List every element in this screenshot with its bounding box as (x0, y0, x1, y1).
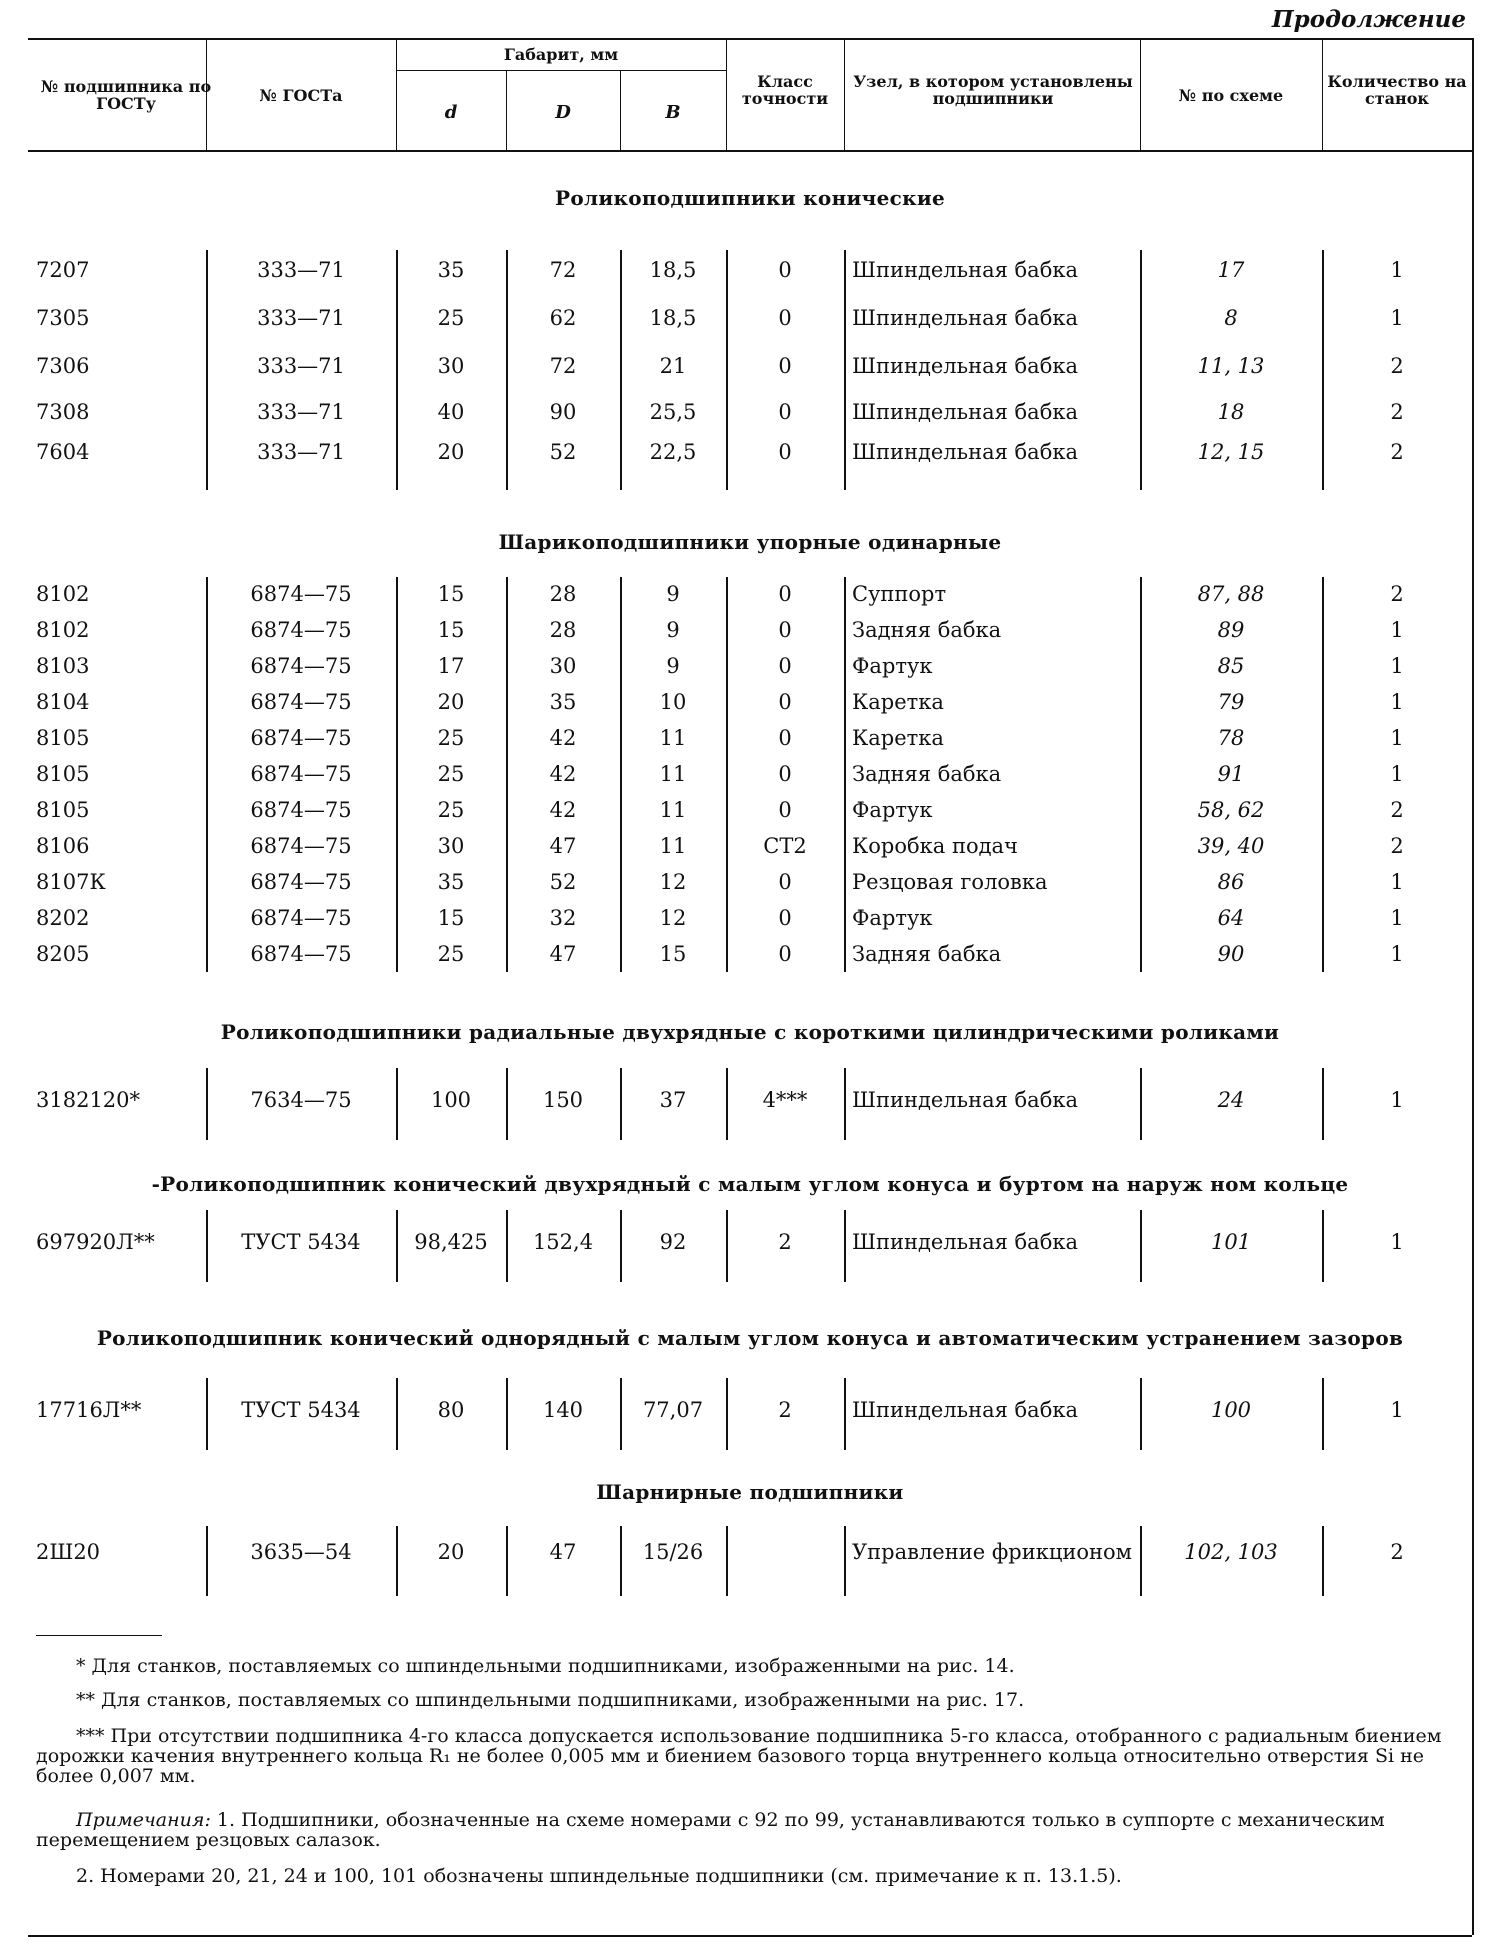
cell-assembly: Шпиндельная бабка (852, 1398, 1078, 1422)
header-d: d (444, 101, 458, 123)
cell-assembly: Задняя бабка (852, 762, 1002, 786)
cell-assembly: Резцовая головка (852, 870, 1048, 894)
note-1-text: 1. Подшипники, обозначенные на схеме номерами с 92 по 99, устанавливаются только в суппорте с механическим перемещением резцовых салазок. (36, 1809, 1385, 1851)
cell-gost: 7634—75 (250, 1088, 352, 1112)
cell-D: 42 (549, 798, 577, 822)
table-right-rule (1472, 38, 1474, 1935)
cell-B: 18,5 (649, 306, 697, 330)
cell-d: 25 (437, 726, 465, 750)
cell-accuracy: 0 (778, 618, 792, 642)
cell-D: 150 (542, 1088, 584, 1112)
cell-bearing-no: 3182120* (36, 1088, 141, 1112)
cell-assembly: Шпиндельная бабка (852, 354, 1078, 378)
cell-assembly: Суппорт (852, 582, 947, 606)
column-divider (844, 577, 846, 972)
cell-assembly: Шпиндельная бабка (852, 258, 1078, 282)
cell-assembly: Управление фрикционом (852, 1540, 1132, 1564)
cell-gost: ТУСТ 5434 (241, 1230, 361, 1254)
cell-B: 18,5 (649, 258, 697, 282)
cell-D: 72 (549, 258, 577, 282)
note-2: 2. Номерами 20, 21, 24 и 100, 101 обозначены шпиндельные подшипники (см. примечание к п. 13.1.5). (76, 1865, 1122, 1887)
cell-bearing-no: 8105 (36, 726, 90, 750)
cell-gost: 333—71 (257, 400, 345, 424)
cell-gost: 6874—75 (250, 942, 352, 966)
header-bearing-no: № подшипника по ГОСТу (40, 77, 212, 113)
cell-bearing-no: 8107К (36, 870, 106, 894)
cell-d: 25 (437, 942, 465, 966)
cell-accuracy: 0 (778, 258, 792, 282)
cell-D: 42 (549, 726, 577, 750)
cell-d: 40 (437, 400, 465, 424)
cell-qty: 2 (1390, 1540, 1404, 1564)
cell-qty: 2 (1390, 400, 1404, 424)
header-gost-no: № ГОСТа (259, 85, 343, 105)
footnote-rule (36, 1635, 162, 1636)
header-bottom-rule (28, 150, 1472, 152)
cell-qty: 1 (1390, 942, 1404, 966)
cell-assembly: Шпиндельная бабка (852, 400, 1078, 424)
cell-d: 17 (437, 654, 465, 678)
header-assembly: Узел, в котором установлены подшипники (853, 72, 1133, 108)
cell-scheme-no: 12, 15 (1197, 440, 1265, 464)
cell-scheme-no: 102, 103 (1184, 1540, 1278, 1564)
cell-B: 9 (666, 654, 680, 678)
cell-qty: 1 (1390, 726, 1404, 750)
cell-accuracy: 0 (778, 870, 792, 894)
cell-d: 25 (437, 798, 465, 822)
cell-scheme-no: 90 (1217, 942, 1245, 966)
cell-scheme-no: 58, 62 (1197, 798, 1265, 822)
cell-B: 37 (659, 1088, 687, 1112)
cell-scheme-no: 64 (1217, 906, 1245, 930)
cell-qty: 1 (1390, 1230, 1404, 1254)
cell-bearing-no: 7305 (36, 306, 90, 330)
header-accuracy: Класс точности (741, 72, 829, 108)
cell-B: 9 (666, 582, 680, 606)
cell-d: 100 (430, 1088, 472, 1112)
cell-assembly: Шпиндельная бабка (852, 1088, 1078, 1112)
cell-assembly: Шпиндельная бабка (852, 1230, 1078, 1254)
cell-gost: 6874—75 (250, 726, 352, 750)
cell-scheme-no: 89 (1217, 618, 1245, 642)
column-divider (844, 1378, 846, 1450)
cell-accuracy: 0 (778, 354, 792, 378)
section-title: Шарикоподшипники упорные одинарные (498, 530, 1002, 554)
cell-accuracy: 0 (778, 440, 792, 464)
column-divider (844, 250, 846, 490)
cell-scheme-no: 39, 40 (1197, 834, 1265, 858)
cell-bearing-no: 8105 (36, 798, 90, 822)
cell-B: 22,5 (649, 440, 697, 464)
cell-bearing-no: 8105 (36, 762, 90, 786)
cell-scheme-no: 79 (1217, 690, 1245, 714)
cell-scheme-no: 87, 88 (1197, 582, 1265, 606)
cell-d: 15 (437, 618, 465, 642)
cell-accuracy: 0 (778, 798, 792, 822)
cell-scheme-no: 17 (1217, 258, 1245, 282)
cell-assembly: Шпиндельная бабка (852, 440, 1078, 464)
cell-gost: 6874—75 (250, 582, 352, 606)
cell-accuracy: 0 (778, 906, 792, 930)
cell-d: 25 (437, 762, 465, 786)
cell-scheme-no: 11, 13 (1197, 354, 1265, 378)
cell-B: 10 (659, 690, 687, 714)
cell-scheme-no: 101 (1210, 1230, 1252, 1254)
cell-assembly: Каретка (852, 690, 944, 714)
cell-D: 90 (549, 400, 577, 424)
cell-scheme-no: 78 (1217, 726, 1245, 750)
column-divider (844, 1526, 846, 1596)
cell-bearing-no: 7207 (36, 258, 90, 282)
cell-gost: 6874—75 (250, 906, 352, 930)
cell-d: 15 (437, 906, 465, 930)
cell-qty: 2 (1390, 798, 1404, 822)
cell-accuracy: 0 (778, 400, 792, 424)
cell-gost: 6874—75 (250, 834, 352, 858)
table-top-rule (28, 38, 1472, 40)
cell-accuracy: СТ2 (763, 834, 807, 858)
cell-D: 28 (549, 582, 577, 606)
cell-B: 11 (659, 834, 687, 858)
cell-accuracy: 4*** (762, 1088, 808, 1112)
footnote-2: ** Для станков, поставляемых со шпиндельными подшипниками, изображенными на рис. 17. (76, 1689, 1025, 1711)
cell-accuracy: 2 (778, 1398, 792, 1422)
cell-qty: 1 (1390, 258, 1404, 282)
cell-qty: 1 (1390, 870, 1404, 894)
header-gabarit: Габарит, мм (503, 44, 619, 64)
cell-d: 35 (437, 258, 465, 282)
cell-scheme-no: 8 (1224, 306, 1238, 330)
notes-label: Примечания: (76, 1809, 211, 1831)
cell-d: 20 (437, 440, 465, 464)
cell-gost: 6874—75 (250, 762, 352, 786)
cell-B: 11 (659, 798, 687, 822)
cell-B: 11 (659, 726, 687, 750)
cell-bearing-no: 2Ш20 (36, 1540, 101, 1564)
cell-qty: 1 (1390, 654, 1404, 678)
cell-qty: 1 (1390, 762, 1404, 786)
cell-assembly: Фартук (852, 654, 933, 678)
cell-d: 20 (437, 690, 465, 714)
cell-bearing-no: 8205 (36, 942, 90, 966)
cell-B: 25,5 (649, 400, 697, 424)
cell-accuracy: 0 (778, 726, 792, 750)
cell-D: 52 (549, 440, 577, 464)
cell-bearing-no: 8202 (36, 906, 90, 930)
cell-D: 32 (549, 906, 577, 930)
cell-qty: 1 (1390, 1398, 1404, 1422)
cell-d: 15 (437, 582, 465, 606)
cell-gost: 6874—75 (250, 654, 352, 678)
cell-d: 98,425 (414, 1230, 488, 1254)
continuation-label: Продолжение (1271, 6, 1466, 33)
cell-scheme-no: 100 (1210, 1398, 1252, 1422)
cell-assembly: Фартук (852, 906, 933, 930)
header-B: B (665, 101, 681, 123)
cell-B: 15/26 (642, 1540, 704, 1564)
section-title: Роликоподшипник конический однорядный с малым углом конуса и автоматическим устранением зазоров (96, 1326, 1404, 1350)
cell-B: 15 (659, 942, 687, 966)
cell-bearing-no: 697920Л** (36, 1230, 155, 1254)
cell-accuracy: 0 (778, 654, 792, 678)
table-bottom-rule (28, 1935, 1472, 1937)
cell-accuracy: 0 (778, 582, 792, 606)
header-D: D (555, 101, 571, 123)
cell-accuracy: 0 (778, 762, 792, 786)
cell-gost: 6874—75 (250, 798, 352, 822)
cell-d: 25 (437, 306, 465, 330)
cell-D: 47 (549, 942, 577, 966)
cell-qty: 1 (1390, 906, 1404, 930)
cell-d: 30 (437, 834, 465, 858)
cell-accuracy: 0 (778, 942, 792, 966)
cell-d: 20 (437, 1540, 465, 1564)
cell-accuracy: 0 (778, 690, 792, 714)
cell-assembly: Задняя бабка (852, 618, 1002, 642)
cell-bearing-no: 7308 (36, 400, 90, 424)
cell-bearing-no: 8102 (36, 618, 90, 642)
cell-qty: 1 (1390, 306, 1404, 330)
header-qty: Количество на станок (1327, 72, 1467, 108)
footnote-3: *** При отсутствии подшипника 4-го класса допускается использование подшипника 5-го класса, отобранного с радиальным биением дорожки качения внутреннего кольца R₁ не более 0,005 мм и биением базового торца внутреннего кольца относительно отверстия Si не более 0,007 мм. (36, 1725, 1442, 1787)
column-divider (844, 1210, 846, 1282)
cell-scheme-no: 85 (1217, 654, 1245, 678)
cell-scheme-no: 86 (1217, 870, 1245, 894)
cell-assembly: Коробка подач (852, 834, 1018, 858)
note-1 (36, 1810, 1456, 1850)
cell-qty: 1 (1390, 1088, 1404, 1112)
section-title: Роликоподшипники конические (555, 186, 945, 210)
cell-qty: 2 (1390, 582, 1404, 606)
cell-D: 42 (549, 762, 577, 786)
footnote-1: * Для станков, поставляемых со шпиндельными подшипниками, изображенными на рис. 14. (76, 1655, 1015, 1677)
cell-B: 12 (659, 870, 687, 894)
cell-D: 35 (549, 690, 577, 714)
cell-D: 30 (549, 654, 577, 678)
cell-bearing-no: 17716Л** (36, 1398, 142, 1422)
cell-accuracy: 0 (778, 306, 792, 330)
cell-D: 47 (549, 834, 577, 858)
cell-bearing-no: 8102 (36, 582, 90, 606)
cell-B: 9 (666, 618, 680, 642)
cell-qty: 2 (1390, 834, 1404, 858)
cell-assembly: Фартук (852, 798, 933, 822)
cell-bearing-no: 7306 (36, 354, 90, 378)
cell-assembly: Шпиндельная бабка (852, 306, 1078, 330)
cell-qty: 2 (1390, 354, 1404, 378)
header-divider (844, 38, 845, 150)
column-divider (726, 1526, 728, 1596)
cell-gost: 333—71 (257, 440, 345, 464)
section-title: -Роликоподшипник конический двухрядный с малым углом конуса и буртом на наруж ном кольце (151, 1172, 1349, 1196)
cell-D: 28 (549, 618, 577, 642)
cell-bearing-no: 8106 (36, 834, 90, 858)
cell-qty: 1 (1390, 690, 1404, 714)
cell-D: 52 (549, 870, 577, 894)
cell-D: 72 (549, 354, 577, 378)
cell-B: 12 (659, 906, 687, 930)
cell-bearing-no: 8104 (36, 690, 90, 714)
cell-B: 92 (659, 1230, 687, 1254)
header-gabarit-rule (396, 70, 726, 71)
cell-scheme-no: 91 (1217, 762, 1245, 786)
cell-bearing-no: 7604 (36, 440, 90, 464)
cell-gost: 6874—75 (250, 690, 352, 714)
cell-bearing-no: 8103 (36, 654, 90, 678)
cell-gost: 3635—54 (250, 1540, 352, 1564)
cell-assembly: Каретка (852, 726, 944, 750)
cell-assembly: Задняя бабка (852, 942, 1002, 966)
cell-D: 62 (549, 306, 577, 330)
cell-D: 47 (549, 1540, 577, 1564)
cell-d: 80 (437, 1398, 465, 1422)
cell-gost: ТУСТ 5434 (241, 1398, 361, 1422)
cell-gost: 333—71 (257, 306, 345, 330)
section-title: Роликоподшипники радиальные двухрядные с короткими цилиндрическими роликами (220, 1020, 1280, 1044)
cell-d: 35 (437, 870, 465, 894)
cell-d: 30 (437, 354, 465, 378)
column-divider (844, 1068, 846, 1140)
header-scheme-no: № по схеме (1178, 85, 1284, 105)
cell-accuracy: 2 (778, 1230, 792, 1254)
cell-B: 11 (659, 762, 687, 786)
cell-scheme-no: 24 (1217, 1088, 1245, 1112)
cell-D: 152,4 (532, 1230, 594, 1254)
cell-D: 140 (542, 1398, 584, 1422)
cell-B: 21 (659, 354, 687, 378)
cell-gost: 333—71 (257, 354, 345, 378)
cell-B: 77,07 (642, 1398, 704, 1422)
cell-gost: 333—71 (257, 258, 345, 282)
cell-gost: 6874—75 (250, 870, 352, 894)
cell-gost: 6874—75 (250, 618, 352, 642)
section-title: Шарнирные подшипники (596, 1480, 904, 1504)
cell-qty: 2 (1390, 440, 1404, 464)
cell-scheme-no: 18 (1217, 400, 1245, 424)
cell-qty: 1 (1390, 618, 1404, 642)
